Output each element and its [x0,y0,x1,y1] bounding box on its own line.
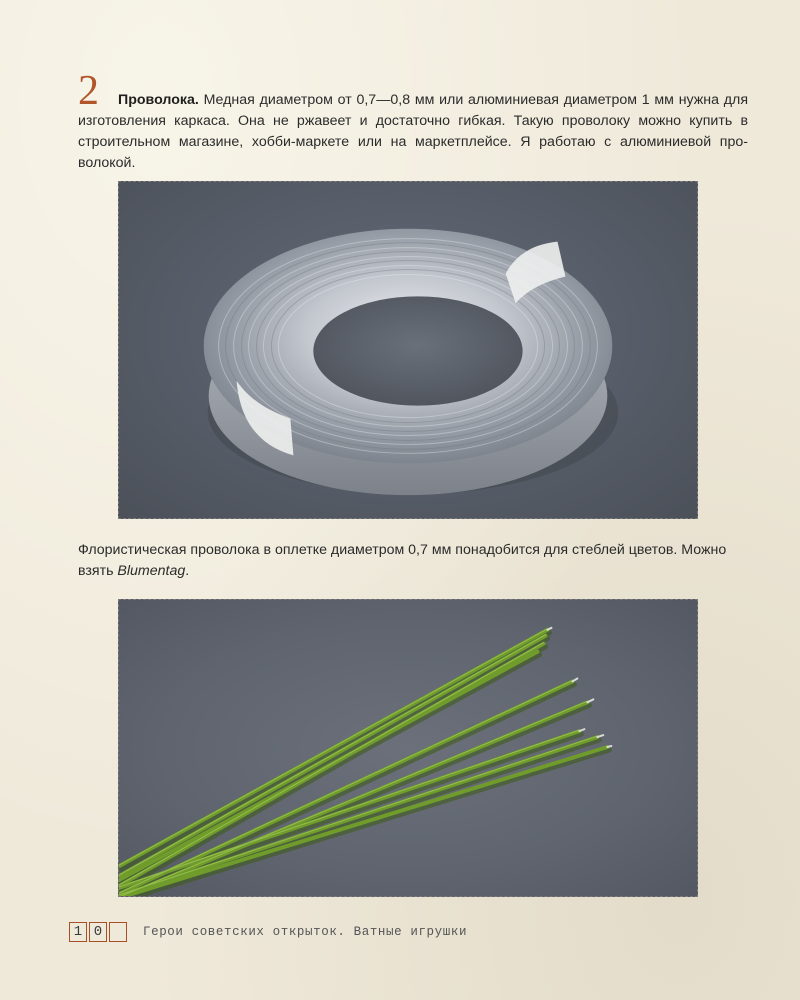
page-number-digit [109,922,127,942]
step-number: 2 [78,68,99,114]
aluminum-wire-photo [118,181,698,519]
page-footer [69,921,467,943]
wire-coil-illustration [119,182,697,518]
caption-end: . [185,563,190,579]
brand-name: Blumentag [117,563,186,579]
page-number-digit: 0 [89,922,107,942]
caption-paragraph [78,540,738,582]
floral-wire-photo [118,599,698,897]
book-title: Герои советских открыток. Ватные игрушки [143,925,468,939]
floral-wire-illustration [119,600,697,896]
page-number-digit: 1 [69,922,87,942]
step-title: Проволока. [118,92,199,108]
step-paragraph [78,90,748,174]
step-body: Медная диаметром от 0,7—0,8 мм или алюминиевая диаметром 1 мм нужна для изготовления каркаса. Она не ржавеет и достаточно гибкая. Такую проволоку можно купить в строительном магазине, хобби-маркете или на маркетплейсе. Я работаю с алюминиевой проволокой. [78,92,748,171]
caption-text: Флористическая проволока в оплетке диаметром 0,7 мм понадобится для стеблей цветов. Можно взять [78,542,727,579]
